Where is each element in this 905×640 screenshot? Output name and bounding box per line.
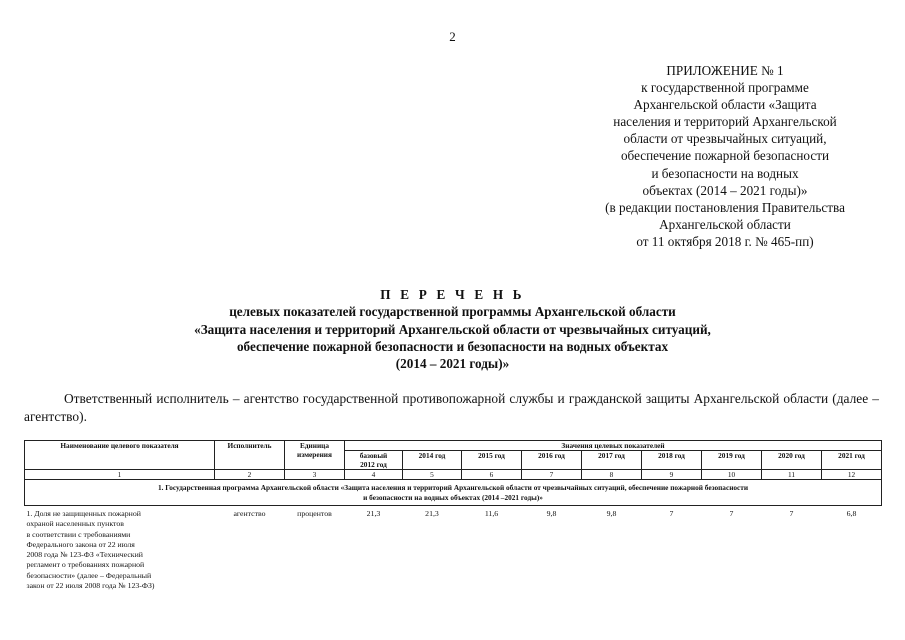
column-number: 5 [403,470,462,480]
column-number: 10 [702,470,762,480]
indicator-value: 7 [789,509,794,518]
appendix-block [560,62,890,250]
column-number-row [25,470,882,480]
header-year: 2021 год [822,451,882,470]
appendix-line: (в редакции постановления Правительства [605,199,845,215]
header-base-year [345,451,403,470]
section-title-line: и безопасности на водных объектах (2014 –2021 годы)» [363,493,543,502]
indicator-value: 7 [669,509,674,518]
section-row [25,480,882,506]
appendix-line: населения и территорий Архангельской [613,114,837,130]
title-line: «Защита населения и территорий Архангельской области от чрезвычайных ситуаций, [194,321,711,337]
header-year: 2016 год [522,451,582,470]
column-number: 3 [285,470,345,480]
indicator-name-line: 2008 года № 123-ФЗ «Технический [26,550,143,560]
header-year: 2020 год [762,451,822,470]
table-row [25,506,882,592]
indicator-value: 21,3 [366,509,381,518]
column-number: 7 [522,470,582,480]
appendix-line: обеспечение пожарной безопасности [620,148,830,164]
indicator-name-line: 1. Доля не защищенных пожарной [26,509,141,518]
column-number: 9 [642,470,702,480]
indicator-name-line: закон от 22 июля 2008 года № 123-ФЗ) [26,581,155,591]
indicator-executor: агентство [233,509,266,518]
header-base-line: 2012 год [360,460,387,469]
indicator-name [25,506,215,592]
column-number: 4 [345,470,403,480]
header-name: Наименование целевого показателя [25,441,215,470]
document-title [0,286,905,372]
column-number: 6 [462,470,522,480]
title-line: целевых показателей государственной программы Архангельской области [229,304,676,320]
indicator-name-line: в соответствии с требованиями [26,529,131,539]
header-year: 2015 год [462,451,522,470]
column-number: 12 [822,470,882,480]
appendix-line: Архангельской области «Защита [633,97,817,113]
column-number: 8 [582,470,642,480]
indicator-value: 21,3 [425,509,439,518]
indicator-name-line: Федерального закона от 22 июля [26,539,135,549]
indicator-value: 7 [729,509,734,518]
header-year: 2018 год [642,451,702,470]
appendix-line: Архангельской области [659,216,791,232]
title-line: обеспечение пожарной безопасности и безопасности на водных объектах [236,338,669,354]
column-number: 11 [762,470,822,480]
title-heading: П Е Р Е Ч Е Н Ь [380,287,525,302]
header-base-line: базовый [359,451,388,460]
header-unit [285,441,345,470]
appendix-line: и безопасности на водных [651,165,799,181]
indicator-name-line: регламент о требованиях пожарной [26,560,145,570]
header-values-group: Значения целевых показателей [345,441,882,451]
appendix-line: области от чрезвычайных ситуаций, [623,131,827,147]
indicator-name-line: охраной населенных пунктов [26,519,124,529]
appendix-line: ПРИЛОЖЕНИЕ № 1 [666,63,784,78]
header-unit-line: измерения [297,450,332,459]
appendix-line: к государственной программе [641,80,809,96]
indicator-unit: процентов [297,509,332,518]
header-row [25,441,882,451]
page-number: 2 [449,29,456,44]
intro-paragraph: Ответственный исполнитель – агентство государственной противопожарной службы и гражданской защиты Архангельской области (далее – агентство). [24,391,879,424]
header-year: 2017 год [582,451,642,470]
section-title-line: 1. Государственная программа Архангельской области «Защита населения и территорий Архангельской области от чрезвычайных ситуаций, обеспечение пожарной безопасности [157,483,749,492]
title-line: (2014 – 2021 годы)» [395,356,510,372]
indicator-name-line: безопасности» (далее – Федеральный [26,570,152,580]
indicator-value: 6,8 [846,509,857,518]
section-title [25,480,882,506]
header-executor: Исполнитель [215,441,285,470]
header-year: 2014 год [403,451,462,470]
appendix-line: от 11 октября 2018 г. № 465-пп) [636,233,814,249]
appendix-line: объектах (2014 – 2021 годы)» [642,182,808,198]
column-number: 1 [25,470,215,480]
indicator-value: 11,6 [484,509,499,518]
indicator-value: 9,8 [546,509,557,518]
header-year: 2019 год [702,451,762,470]
indicator-value: 9,8 [606,509,617,518]
indicators-table [24,440,882,591]
column-number: 2 [215,470,285,480]
header-unit-line: Единица [299,441,330,450]
